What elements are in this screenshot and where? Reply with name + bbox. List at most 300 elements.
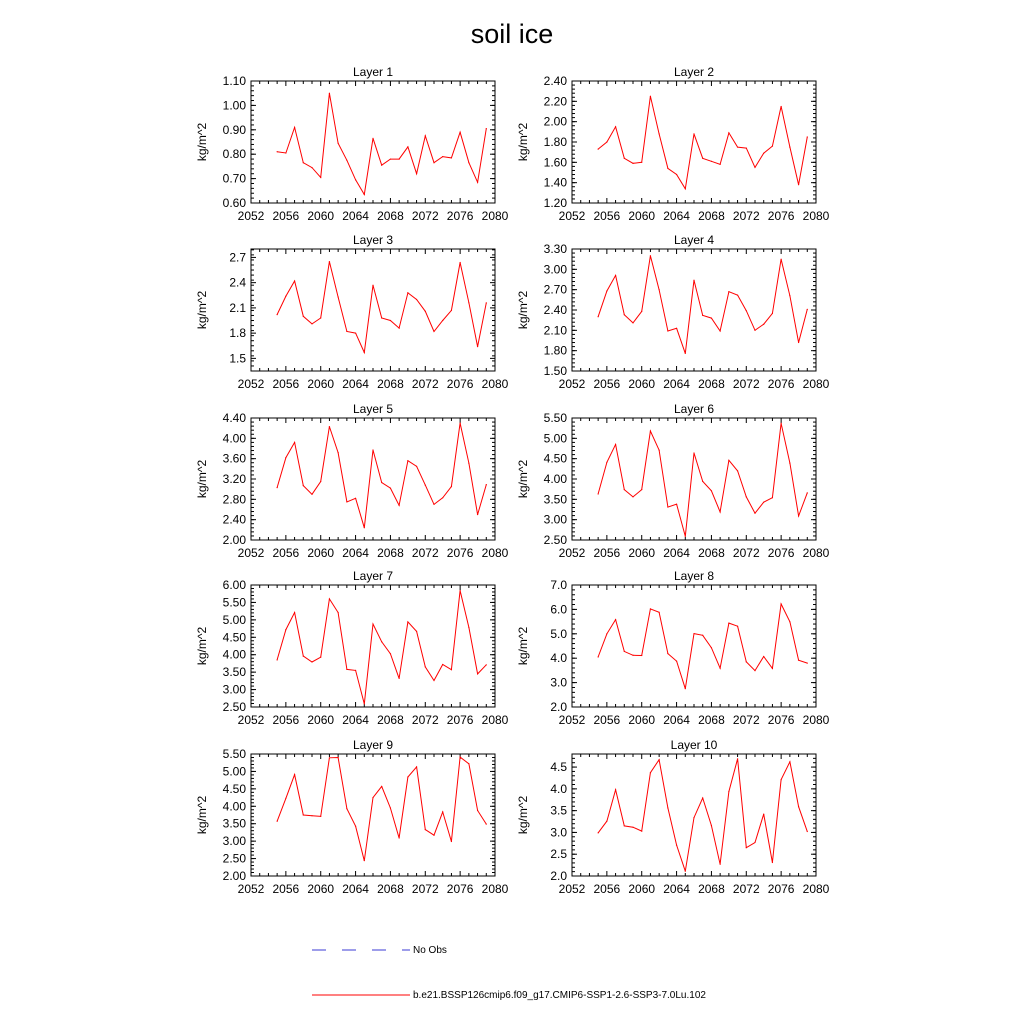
panel-7-data-point [294,612,295,613]
panel-1-xtick-label: 2068 [377,209,404,223]
panel-6-xtick-label: 2076 [767,546,795,560]
panel-10-ytick-label: 2.5 [550,847,567,862]
panel-3-data-point [364,352,365,353]
panel-9-data-point [303,814,304,815]
panel-7-ytick-label: 3.50 [222,665,246,680]
panel-7-data-point [407,621,408,622]
panel-2-data-point [676,174,677,175]
panel-9-data-point [407,776,408,777]
panel-9-data-point [451,841,452,842]
panel-1-data-point [338,143,339,144]
panel-8-ytick-label: 4.0 [550,651,567,666]
panel-9-xtick-label: 2060 [307,882,335,896]
panel-6-data-point [659,450,660,451]
panel-3-data-point [311,323,312,324]
panel-8-data-point [763,656,764,657]
panel-1-xtick-label: 2052 [237,209,265,223]
panel-7-xtick-label: 2076 [446,713,474,727]
panel-6-data-point [763,502,764,503]
panel-2-data-point [659,133,660,134]
panel-6-ytick-label: 5.50 [543,411,567,425]
panel-2-data-point [737,146,738,147]
panel-2-xtick-label: 2068 [698,209,725,223]
panel-7-data-point [399,678,400,679]
panel-4-data-point [798,342,799,343]
panel-2-ytick-label: 1.20 [543,196,567,210]
panel-4-series-line [598,256,807,354]
panel-3 [195,233,509,391]
panel-5-data-point [442,497,443,498]
panel-6-ylabel: kg/m^2 [516,459,530,499]
panel-4-data-point [737,294,738,295]
panel-3-ylabel: kg/m^2 [195,290,209,330]
panel-1-data-point [372,138,373,139]
panel-1-xtick-label: 2056 [272,209,300,223]
panel-10-data-point [763,814,764,815]
panel-5-data-point [294,442,295,443]
panel-9-data-point [477,810,478,811]
panel-6-xtick-label: 2080 [802,546,830,560]
panel-3-xtick-label: 2076 [446,377,474,391]
panel-8-data-point [659,612,660,613]
panel-6-series-line [598,423,807,536]
panel-2-data-point [685,188,686,189]
panel-8-data-point [685,688,686,689]
panel-6-data-point [598,493,599,494]
panel-4-data-point [789,295,790,296]
panel-6-xtick-label: 2052 [558,546,586,560]
panel-4-xtick-label: 2068 [698,377,725,391]
panel-6-data-point [728,460,729,461]
panel-5-data-point [372,449,373,450]
figure-title: soil ice [470,19,554,49]
panel-3-xtick-label: 2068 [377,377,404,391]
panel-8-data-point [711,647,712,648]
panel-9 [195,738,509,896]
panel-6-data-point [632,496,633,497]
panel-7-ytick-label: 5.50 [222,595,246,610]
panel-2-xtick-label: 2076 [767,209,795,223]
panel-6-data-point [606,462,607,463]
panel-7-data-point [320,657,321,658]
panel-6-ytick-label: 5.00 [543,431,567,446]
panel-9-data-point [372,797,373,798]
panel-4-data-point [702,315,703,316]
panel-1-data-point [346,160,347,161]
panel-5-data-point [303,485,304,486]
panel-7-data-point [390,653,391,654]
panel-8-data-point [737,626,738,627]
panel-10-data-point [807,831,808,832]
panel-8-title: Layer 8 [673,569,715,583]
panel-1-data-point [390,158,391,159]
panel-7-data-point [468,627,469,628]
panel-6-data-point [737,470,738,471]
panels-grid [195,65,830,896]
panel-4-data-point [667,330,668,331]
panel-1-data-point [442,156,443,157]
panel-4-data-point [728,291,729,292]
panel-3-data-point [303,316,304,317]
panel-1-data-point [320,177,321,178]
panel-10-xtick-label: 2076 [767,882,795,896]
panel-10-data-point [641,831,642,832]
panel-1-ytick-label: 1.10 [222,74,246,88]
panel-2-data-point [763,153,764,154]
panel-3-xtick-label: 2052 [237,377,265,391]
panel-5-data-point [425,485,426,486]
panel-5-xtick-label: 2080 [481,546,509,560]
panel-4-data-point [641,311,642,312]
panel-7-data-point [451,669,452,670]
panel-10-xtick-label: 2072 [732,882,760,896]
panel-9-ytick-label: 5.50 [222,747,246,761]
panel-7-data-point [364,703,365,704]
panel-2-data-point [624,158,625,159]
panel-4-data-point [632,322,633,323]
panel-1-data-point [311,167,312,168]
panel-4-ytick-label: 2.40 [543,303,567,317]
panel-10-data-point [737,758,738,759]
panel-1-xtick-label: 2076 [446,209,474,223]
panel-2-data-point [754,167,755,168]
panel-7-ytick-label: 5.00 [222,612,246,627]
panel-5-data-point [355,498,356,499]
panel-6-ytick-label: 4.50 [543,451,567,466]
panel-1 [195,65,509,223]
panel-4-data-point [693,280,694,281]
panel-3-data-point [451,310,452,311]
panel-6-data-point [667,506,668,507]
panel-8-xtick-label: 2060 [628,713,656,727]
panel-3-ytick-label: 2.7 [229,250,246,265]
panel-7-data-point [477,673,478,674]
panel-4-data-point [720,330,721,331]
panel-3-data-point [355,333,356,334]
panel-6-title: Layer 6 [673,402,715,416]
panel-8-ytick-label: 6.0 [550,602,567,617]
panel-7-xtick-label: 2068 [377,713,404,727]
panel-8-data-point [789,621,790,622]
panel-7-data-point [460,590,461,591]
panel-2-data-point [641,162,642,163]
panel-5-data-point [477,514,478,515]
panel-5-xtick-label: 2068 [377,546,404,560]
panel-10-xtick-label: 2068 [698,882,725,896]
panel-7-ytick-label: 6.00 [222,578,246,592]
panel-9-data-point [468,763,469,764]
panel-2-data-point [720,164,721,165]
panel-3-xtick-label: 2064 [342,377,369,391]
panel-8 [516,569,830,727]
panel-2-ytick-label: 1.80 [543,135,567,149]
panel-2-data-point [746,148,747,149]
panel-3-data-point [320,317,321,318]
panel-10-ylabel: kg/m^2 [516,795,530,835]
panel-5-data-point [468,463,469,464]
panel-3-data-point [399,327,400,328]
panel-3-data-point [390,320,391,321]
panel-7-data-point [303,656,304,657]
panel-6-data-point [624,489,625,490]
panel-7-data-point [285,629,286,630]
panel-2-data-point [632,163,633,164]
panel-8-data-point [720,668,721,669]
panel-3-data-point [416,299,417,300]
panel-2-data-point [606,141,607,142]
panel-6-data-point [746,496,747,497]
panel-4-data-point [676,328,677,329]
panel-6-xtick-label: 2056 [593,546,621,560]
panel-7-xtick-label: 2064 [342,713,369,727]
panel-6-ytick-label: 3.50 [543,492,567,507]
panel-9-ylabel: kg/m^2 [195,795,209,835]
panel-5-xtick-label: 2052 [237,546,265,560]
panel-2-data-point [807,136,808,137]
panel-9-data-point [329,757,330,758]
panel-9-ytick-label: 3.00 [222,834,246,849]
panel-9-xtick-label: 2072 [411,882,439,896]
panel-3-data-point [442,320,443,321]
panel-3-data-point [285,296,286,297]
panel-4-data-point [598,316,599,317]
panel-10-data-point [650,772,651,773]
panel-5-data-point [407,460,408,461]
panel-10-data-point [667,807,668,808]
panel-3-xtick-label: 2056 [272,377,300,391]
panel-5-ytick-label: 4.00 [222,431,246,446]
panel-7-data-point [425,666,426,667]
panel-9-data-point [346,808,347,809]
panel-5-data-point [433,504,434,505]
panel-5-ylabel: kg/m^2 [195,459,209,499]
panel-2-data-point [772,145,773,146]
panel-8-data-point [632,655,633,656]
panel-6-data-point [772,497,773,498]
panel-7-data-point [416,631,417,632]
panel-7-series-line [277,591,486,704]
panel-6-data-point [685,536,686,537]
panel-3-data-point [338,296,339,297]
panel-9-xtick-label: 2076 [446,882,474,896]
panel-10-data-point [702,797,703,798]
panel-8-xtick-label: 2052 [558,713,586,727]
panel-1-ytick-label: 1.00 [222,98,246,113]
panel-5-series-line [277,423,486,528]
panel-9-xtick-label: 2064 [342,882,369,896]
panel-1-ytick-label: 0.70 [222,171,246,186]
panel-6-data-point [807,492,808,493]
panel-9-data-point [486,823,487,824]
panel-5-title: Layer 5 [352,402,394,416]
panel-8-data-point [641,655,642,656]
panel-6-xtick-label: 2060 [628,546,656,560]
panel-2-xtick-label: 2072 [732,209,760,223]
panel-8-data-point [781,603,782,604]
panel-8-data-point [702,635,703,636]
panel-6-data-point [798,515,799,516]
panel-10-data-point [632,827,633,828]
panel-4-ytick-label: 3.30 [543,242,567,256]
panel-1-data-point [285,152,286,153]
panel-3-data-point [407,292,408,293]
panel-7-title: Layer 7 [352,569,394,583]
panel-9-series-line [277,757,486,861]
panel-9-data-point [320,816,321,817]
panel-9-ytick-label: 2.00 [222,869,246,883]
panel-5-data-point [416,466,417,467]
panel-9-data-point [433,835,434,836]
panel-8-ytick-label: 3.0 [550,675,567,690]
panel-4-data-point [624,314,625,315]
panel-2-data-point [781,106,782,107]
panel-4-ytick-label: 1.50 [543,364,567,378]
panel-8-data-point [693,633,694,634]
panel-9-ytick-label: 5.00 [222,764,246,779]
panel-4-data-point [746,310,747,311]
panel-5-xtick-label: 2056 [272,546,300,560]
panel-10 [516,738,830,896]
panel-5-ytick-label: 4.40 [222,411,246,425]
panel-9-data-point [381,786,382,787]
panel-9-ytick-label: 2.50 [222,851,246,866]
panel-3-data-point [433,331,434,332]
panel-2-title: Layer 2 [673,65,715,79]
panel-6-data-point [781,423,782,424]
panel-1-data-point [486,128,487,129]
panel-5-data-point [451,486,452,487]
panel-4-data-point [763,324,764,325]
panel-9-xtick-label: 2080 [481,882,509,896]
panel-2 [516,65,830,223]
panel-8-ytick-label: 5.0 [550,626,567,641]
panel-4-xtick-label: 2080 [802,377,830,391]
panel-2-data-point [667,168,668,169]
panel-1-series-line [277,93,486,194]
panel-6-data-point [650,430,651,431]
panel-6-data-point [676,504,677,505]
panel-7-data-point [338,612,339,613]
panel-2-xtick-label: 2064 [663,209,690,223]
panel-7-xtick-label: 2080 [481,713,509,727]
panel-1-data-point [451,157,452,158]
panel-1-data-point [425,135,426,136]
panel-10-data-point [789,761,790,762]
panel-9-data-point [425,829,426,830]
panel-3-ytick-label: 2.4 [229,275,246,290]
panel-9-data-point [277,821,278,822]
panel-1-xtick-label: 2072 [411,209,439,223]
panel-6-data-point [720,511,721,512]
panel-10-data-point [693,817,694,818]
panel-5-xtick-label: 2072 [411,546,439,560]
panel-2-series-line [598,96,807,189]
panel-6-xtick-label: 2072 [732,546,760,560]
panel-10-data-point [659,759,660,760]
panel-6-xtick-label: 2064 [663,546,690,560]
panel-8-series-line [598,604,807,689]
panel-8-data-point [676,661,677,662]
panel-5-ytick-label: 3.20 [222,472,246,486]
panel-4-data-point [615,275,616,276]
panel-9-data-point [311,815,312,816]
panel-10-xtick-label: 2052 [558,882,586,896]
panel-10-data-point [615,789,616,790]
panel-5-ytick-label: 2.40 [222,512,246,527]
panel-2-xtick-label: 2052 [558,209,586,223]
panel-3-title: Layer 3 [352,233,394,247]
panel-2-ytick-label: 1.40 [543,175,567,190]
panel-10-data-point [606,821,607,822]
panel-5-data-point [285,457,286,458]
panel-2-frame [572,81,816,203]
panel-1-data-point [416,173,417,174]
panel-8-xtick-label: 2068 [698,713,725,727]
panel-1-ytick-label: 0.60 [222,196,246,210]
panel-5-xtick-label: 2060 [307,546,335,560]
panel-9-data-point [355,826,356,827]
panel-2-xtick-label: 2060 [628,209,656,223]
panel-4-ytick-label: 1.80 [543,343,567,358]
panel-10-xtick-label: 2056 [593,882,621,896]
panel-8-data-point [728,622,729,623]
panel-3-ytick-label: 1.5 [229,351,246,366]
panel-2-ytick-label: 2.20 [543,94,567,109]
panel-8-data-point [598,656,599,657]
panel-10-data-point [676,844,677,845]
panel-4-xtick-label: 2060 [628,377,656,391]
panel-1-data-point [294,127,295,128]
panel-9-data-point [416,766,417,767]
panel-7-xtick-label: 2072 [411,713,439,727]
panel-10-data-point [746,847,747,848]
panel-2-data-point [598,149,599,150]
panel-5-data-point [320,481,321,482]
panel-2-data-point [789,146,790,147]
panel-8-ytick-label: 7.0 [550,578,567,592]
panel-5-data-point [486,484,487,485]
panel-3-data-point [381,317,382,318]
panel-5 [195,402,509,560]
panel-1-data-point [355,179,356,180]
panel-6-xtick-label: 2068 [698,546,725,560]
panel-3-data-point [329,261,330,262]
panel-10-xtick-label: 2060 [628,882,656,896]
panel-7-xtick-label: 2060 [307,713,335,727]
panel-2-data-point [711,161,712,162]
panel-8-xtick-label: 2056 [593,713,621,727]
panel-4-data-point [781,259,782,260]
panel-4-xtick-label: 2056 [593,377,621,391]
panel-4-xtick-label: 2076 [767,377,795,391]
panel-3-data-point [468,302,469,303]
panel-4-xtick-label: 2072 [732,377,760,391]
panel-9-xtick-label: 2068 [377,882,404,896]
panel-1-data-point [303,162,304,163]
panel-8-data-point [667,653,668,654]
panel-9-xtick-label: 2052 [237,882,265,896]
panel-9-data-point [294,774,295,775]
panel-10-data-point [728,791,729,792]
panel-9-ytick-label: 4.00 [222,799,246,814]
panel-5-data-point [460,422,461,423]
panel-8-data-point [624,651,625,652]
panel-4-data-point [685,353,686,354]
panel-9-data-point [460,757,461,758]
panel-10-ytick-label: 3.5 [550,803,567,818]
panel-5-data-point [399,505,400,506]
panel-4-data-point [650,255,651,256]
